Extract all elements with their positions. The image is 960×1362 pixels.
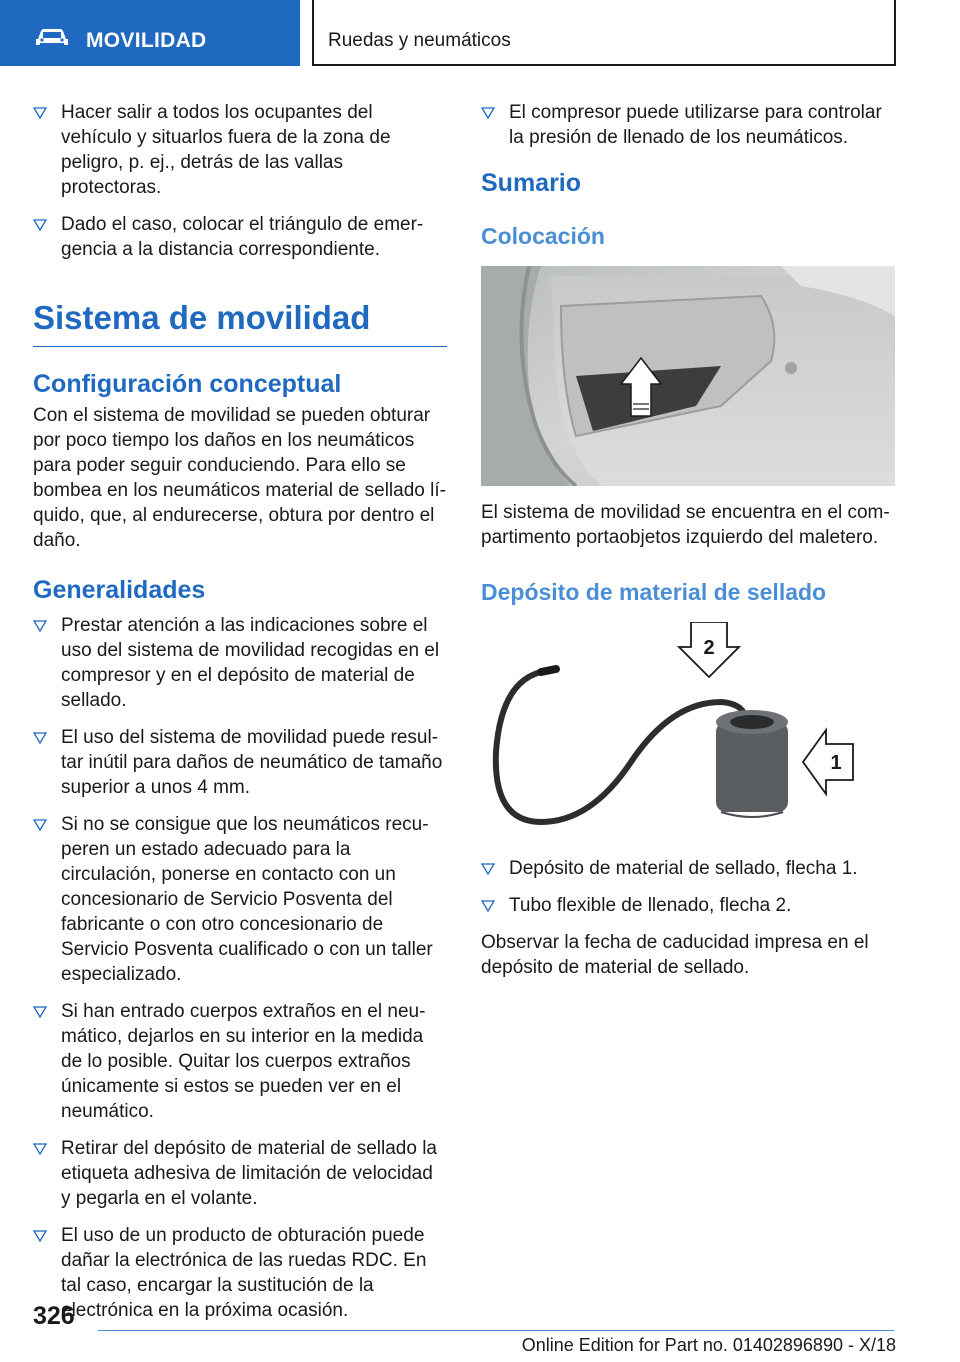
- page-number: 326: [33, 1302, 75, 1330]
- footer-edition-text: Online Edition for Part no. 01402896890 - X/18: [521, 1335, 896, 1355]
- triangle-bullet-icon: [33, 732, 47, 744]
- left-column: [33, 100, 447, 1335]
- triangle-bullet-icon: [33, 819, 47, 831]
- list-item: Si han entrado cuerpos extraños en el neumático, dejarlos en su interior en la medida de lo posible. Quitar los cuerpos extraños únicamente si estos se pueden ver en el neumático.: [33, 999, 447, 1124]
- sealant-note-paragraph: Observar la fecha de caducidad impresa en el depósito de material de sellado.: [481, 932, 869, 978]
- list-item: El uso de un producto de obturación puede dañar la electrónica de las ruedas RDC. En tal caso, encargar la sustitución de la electrónica en la próxima ocasión.: [33, 1223, 447, 1323]
- placement-paragraph: El sistema de movilidad se encuentra en el compartimento portaobjetos izquierdo del maletero.: [481, 502, 890, 548]
- triangle-bullet-icon: [481, 900, 495, 912]
- intro-bullet-list: [33, 100, 447, 262]
- list-item: Retirar del depósito de material de sellado la etiqueta adhesiva de limitación de velocidad y pegarla en el volante.: [33, 1136, 447, 1211]
- concept-paragraph: Con el sistema de movilidad se pueden obturar por poco tiempo los daños en los neumáticos para poder seguir conduciendo. Para ello se bombea en los neumáticos material de sellado líquido, que, al endurecerse, obtura por dentro el daño.: [33, 405, 446, 551]
- triangle-bullet-icon: [33, 1230, 47, 1242]
- heading-placement: Colocación: [481, 223, 605, 249]
- triangle-bullet-icon: [33, 1006, 47, 1018]
- general-bullet-list: [33, 613, 447, 1323]
- triangle-bullet-icon: [33, 107, 47, 119]
- sealant-bullet-list: [481, 856, 895, 918]
- heading-concept: Configuración conceptual: [33, 370, 342, 398]
- triangle-bullet-icon: [33, 1143, 47, 1155]
- chapter-tab[interactable]: [0, 0, 300, 66]
- right-column: [481, 100, 895, 980]
- list-item: Hacer salir a todos los ocupantes del vehículo y situarlos fuera de la zona de peligro, p. ej., detrás de las vallas protectoras.: [33, 100, 447, 200]
- sealant-container-figure: [481, 622, 895, 852]
- footer-divider: [98, 1330, 894, 1331]
- trunk-compartment-photo: [481, 266, 895, 486]
- arrow-label-1: 1: [830, 752, 842, 774]
- list-item: Dado el caso, colocar el triángulo de emergencia a la distancia correspondiente.: [33, 212, 447, 262]
- heading-general: Generalidades: [33, 576, 206, 604]
- right-intro-bullet-list: [481, 100, 895, 150]
- triangle-bullet-icon: [33, 219, 47, 231]
- section-header: [312, 0, 896, 66]
- heading-sealant: Depósito de material de sellado: [481, 579, 827, 605]
- triangle-bullet-icon: [33, 620, 47, 632]
- list-item: El compresor puede utilizarse para controlar la presión de llenado de los neumáticos.: [481, 100, 895, 150]
- section-title: Ruedas y neumáticos: [328, 30, 511, 51]
- list-item: Depósito de material de sellado, flecha 1.: [481, 856, 895, 881]
- triangle-bullet-icon: [481, 107, 495, 119]
- car-icon: [34, 27, 70, 47]
- list-item: Prestar atención a las indicaciones sobre el uso del sistema de movilidad recogidas en el compresor y en el depósito de material de sellado.: [33, 613, 447, 713]
- heading-summary: Sumario: [481, 169, 582, 197]
- chapter-title: MOVILIDAD: [86, 29, 207, 52]
- triangle-bullet-icon: [481, 863, 495, 875]
- list-item: El uso del sistema de movilidad puede resultar inútil para daños de neumático de tamaño superior a unos 4 mm.: [33, 725, 447, 800]
- list-item: Si no se consigue que los neumáticos recuperen un estado adecuado para la circulación, ponerse en contacto con un concesionario de Servicio Posventa del fabricante o con otro concesionario de Servicio Posventa cualificado o con un taller especializado.: [33, 812, 447, 987]
- arrow-label-2: 2: [703, 637, 715, 659]
- section-title-mobility: Sistema de movilidad: [33, 298, 447, 347]
- page-header: [0, 0, 960, 66]
- list-item: Tubo flexible de llenado, flecha 2.: [481, 893, 895, 918]
